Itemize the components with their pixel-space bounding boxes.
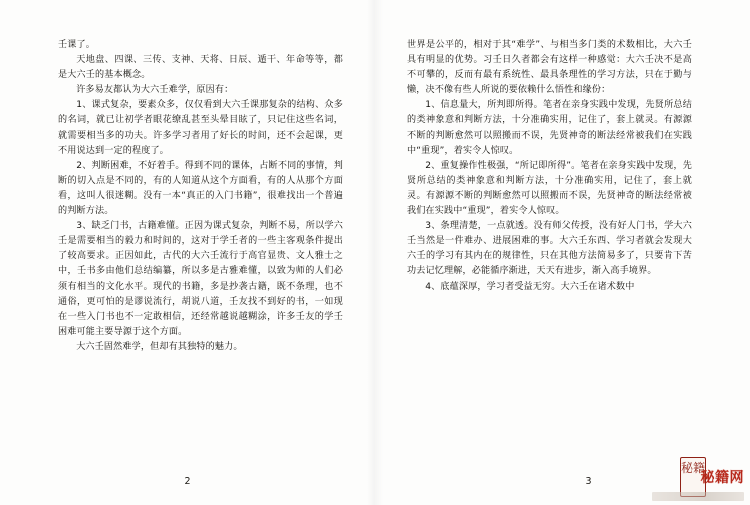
paragraph: 2、判断困难，不好着手。得到不同的课体，占断不同的事情，判断的切入点是不同的，有的人知道从这个方面看，有的人从那个方面看，这叫人很迷糊。没有一本“真正的入门书籍”，很难找出一个普遍的判断方法。 (58, 160, 343, 217)
right-page (375, 0, 750, 505)
watermark-stamp (652, 455, 744, 501)
seal-text: 秘籍 (681, 461, 706, 475)
page-number-left: 2 (184, 476, 191, 487)
paragraph: 大六壬固然难学，但却有其独特的魅力。 (76, 341, 243, 352)
page-number-right: 3 (585, 476, 592, 487)
watermark-bar (652, 492, 744, 501)
left-page-text-column (58, 38, 343, 355)
paragraph: 3、缺乏门书，古籍难懂。正因为课式复杂，判断不易，所以学六壬是需要相当的毅力和时间的，这对于学壬者的一些主客观条件提出了较高要求。正因如此，古代的大六壬流行于高官显贵、文人雅士之中，壬书多由他们总结编纂，所以多是古雅难懂，以致为师的人们必须有相当的文化水平。现代的书籍，多是抄袭古籍，既不条理，也不通俗，更可怕的是谬说流行，胡说八道，壬友找不到好的书，一如现在一些入门书也不一定敢相信，还经常越说越糊涂，许多壬友的学壬困难可能主要导源于这个方面。 (58, 221, 343, 337)
paragraph: 4、底蕴深厚，学习者受益无穷。大六壬在诸术数中 (425, 281, 635, 292)
watermark-brand-text: 秘籍网 (700, 470, 744, 486)
paragraph: 1、课式复杂，要素众多，仅仅看到大六壬课那复杂的结构、众多的名词，就已让初学者眼花缭乱甚至头晕目眩了，只记住这些名词，就需要相当多的功夫。许多学习者用了好长的时间，还不会起课，更不用说达到一定的程度了。 (58, 100, 343, 156)
right-page-text-column (407, 38, 692, 295)
paragraph: 1、信息量大，所判即所得。笔者在亲身实践中发现，先贤所总结的类神象意和判断方法，十分准确实用，记住了，套上就灵。有源源不断的判断愈然可以照搬而不误，先贤神奇的断法经常被我们在实践中“重现”，着实令人惊叹。 (407, 100, 692, 156)
paragraph: 天地盘、四课、三传、支神、天将、日辰、遁干、年命等等，都是大六壬的基本概念。 (58, 55, 343, 81)
paragraph: 壬课了。 (58, 40, 95, 50)
paragraph: 许多易友都认为大六壬难学，原因有： (76, 85, 234, 96)
paragraph: 世界是公平的，相对于其“难学”、与相当多门类的术数相比，大六壬具有明显的优势。习壬日久者都会有这样一种感觉：大六壬决不是高不可攀的，反而有最有系统性、最具条理性的学习方法，只在于勤与懒，决不像有些人所说的要依赖什么悟性和缘份： (407, 40, 692, 96)
paragraph: 2、重复操作性极强，“所记即所得”。笔者在亲身实践中发现，先贤所总结的类神象意和判断方法，十分准确实用，记住了，套上就灵。有源源不断的判断愈然可以照搬而不误，先贤神奇的断法经常被我们在实践中“重现”，着实令人惊叹。 (407, 160, 692, 217)
paragraph: 3、条理清楚，一点就透。没有师父传授，没有好人门书，学大六壬当然是一件难办、进展困难的事。大六壬东西、学习者就会发现大六壬的学习有其内在的规律性，只在其他方法简易多了，只要肯下苦功去记忆理解，必能循序渐进，天天有进步，渐入高手境界。 (407, 221, 692, 277)
